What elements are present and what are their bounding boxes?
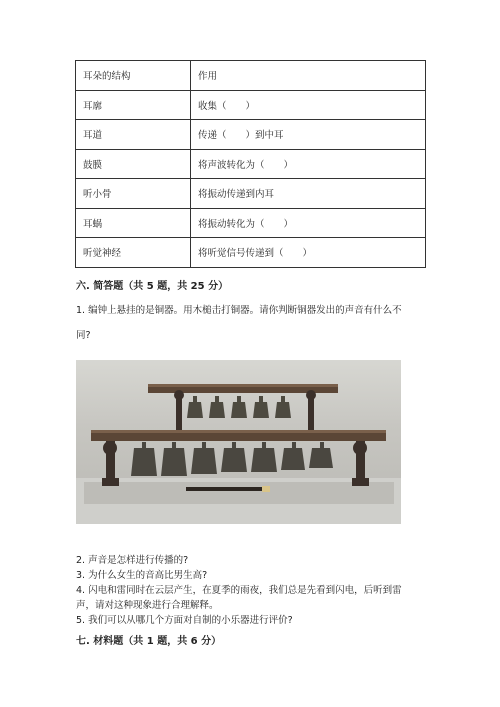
question-text: 同? [76,330,91,341]
table-cell: 耳廓 [76,90,191,120]
table-row [76,179,426,209]
table-cell: 将声波转化为（ ） [191,149,426,179]
question-text: 2. 声音是怎样进行传播的? [76,555,189,566]
table-header-cell: 耳朵的结构 [76,61,191,91]
table-header-cell: 作用 [191,61,426,91]
section-heading: 七. 材料题（共 1 题，共 6 分） [76,636,222,647]
table-cell: 传递（ ）到中耳 [191,120,426,150]
table-cell: 耳道 [76,120,191,150]
table-row [76,208,426,238]
table-row [76,90,426,120]
table-cell: 将听觉信号传递到（ ） [191,238,426,268]
question-text: 3. 为什么女生的音高比男生高? [76,570,208,581]
table-header-row [76,61,426,91]
question-text: 4. 闪电和雷同时在云层产生，在夏季的雨夜，我们总是先看到闪电，后听到雷 [76,585,402,596]
table-cell: 耳蜗 [76,208,191,238]
bianzhong-photo [76,360,401,524]
question-text: 声，请对这种现象进行合理解释。 [76,600,219,611]
bell-set-illustration [76,360,401,524]
table-cell: 将振动传递到内耳 [191,179,426,209]
table-cell: 将振动转化为（ ） [191,208,426,238]
section-heading: 六. 简答题（共 5 题，共 25 分） [76,281,229,292]
table-row [76,238,426,268]
table-cell: 鼓膜 [76,149,191,179]
table-cell: 听觉神经 [76,238,191,268]
table-cell: 收集（ ） [191,90,426,120]
table-row [76,149,426,179]
question-text: 5. 我们可以从哪几个方面对自制的小乐器进行评价? [76,615,293,626]
table-cell: 听小骨 [76,179,191,209]
table-row [76,120,426,150]
question-text: 1. 编钟上悬挂的是铜器。用木槌击打铜器。请你判断铜器发出的声音有什么不 [76,305,402,316]
ear-structure-table [75,60,426,268]
